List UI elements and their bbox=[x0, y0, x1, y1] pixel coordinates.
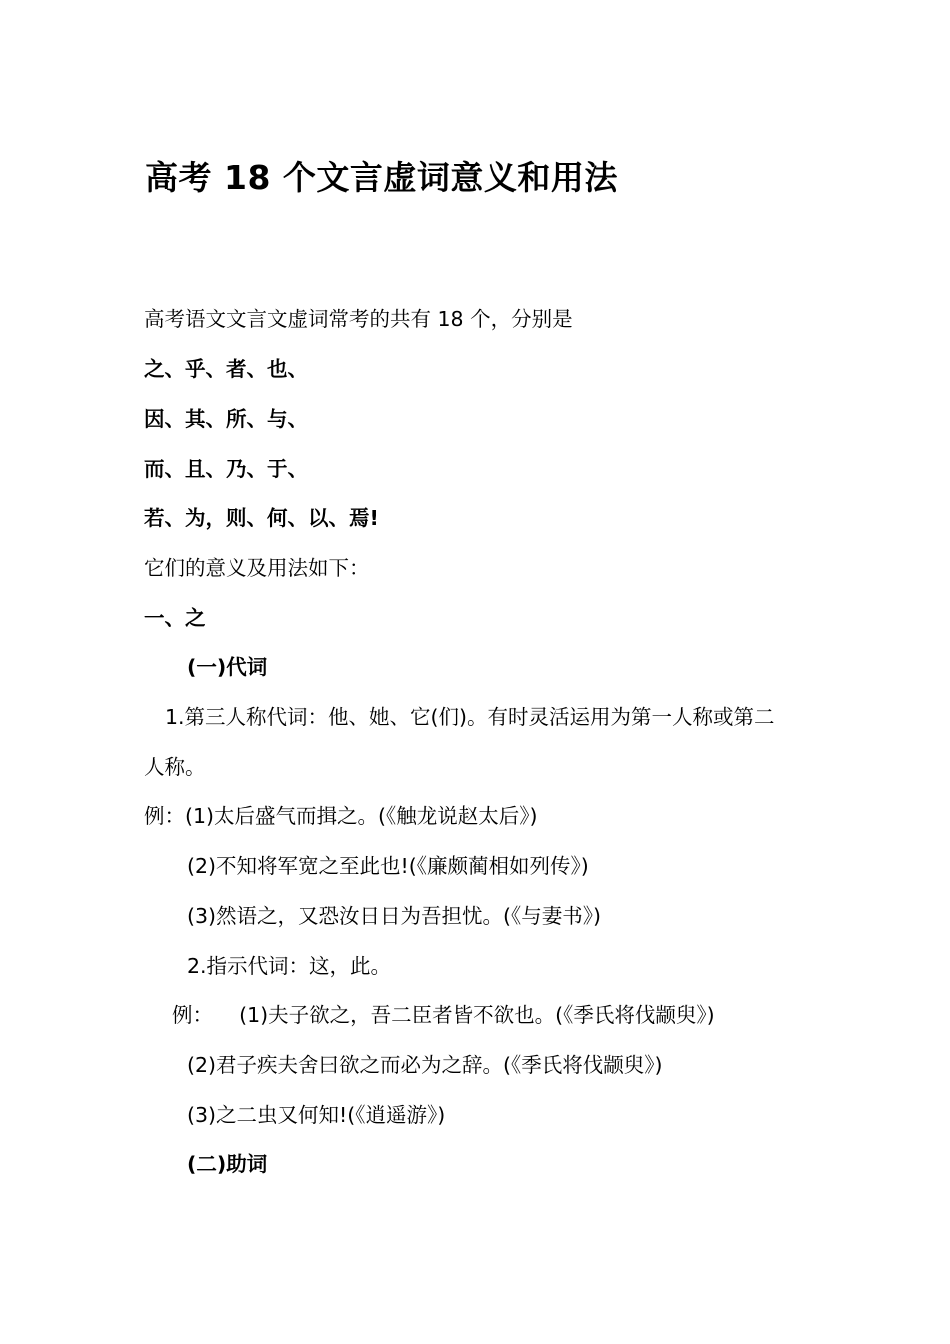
word-list-line: 而、且、乃、于、 bbox=[144, 457, 308, 481]
example-line: 例： (1)夫子欲之，吾二臣者皆不欲也。(《季氏将伐颛臾》) bbox=[172, 1003, 715, 1027]
word-list-line: 若、为，则、何、以、焉! bbox=[144, 506, 379, 530]
paragraph-line: 2.指示代词：这，此。 bbox=[187, 954, 392, 978]
subsection-heading: (一)代词 bbox=[187, 655, 268, 679]
word-list-line: 因、其、所、与、 bbox=[144, 407, 308, 431]
paragraph-line: 1.第三人称代词：他、她、它(们)。有时灵活运用为第一人称或第二 bbox=[165, 705, 775, 729]
paragraph-line: 人称。 bbox=[144, 755, 206, 779]
example-line: (3)然语之，又恐汝日日为吾担忧。(《与妻书》) bbox=[187, 904, 602, 928]
example-line: (2)君子疾夫舍曰欲之而必为之辞。(《季氏将伐颛臾》) bbox=[187, 1053, 663, 1077]
section-heading: 一、之 bbox=[144, 606, 206, 630]
usage-intro: 它们的意义及用法如下： bbox=[144, 556, 370, 580]
page-title: 高考 18 个文言虚词意义和用法 bbox=[145, 158, 618, 197]
example-line: (2)不知将军宽之至此也!(《廉颇蔺相如列传》) bbox=[187, 854, 589, 878]
example-line: (3)之二虫又何知!(《逍遥游》) bbox=[187, 1103, 446, 1127]
example-line: 例：(1)太后盛气而揖之。(《触龙说赵太后》) bbox=[144, 804, 538, 828]
subsection-heading: (二)助词 bbox=[187, 1152, 268, 1176]
word-list-line: 之、乎、者、也、 bbox=[144, 357, 308, 381]
intro-text: 高考语文文言文虚词常考的共有 18 个，分别是 bbox=[144, 307, 573, 331]
